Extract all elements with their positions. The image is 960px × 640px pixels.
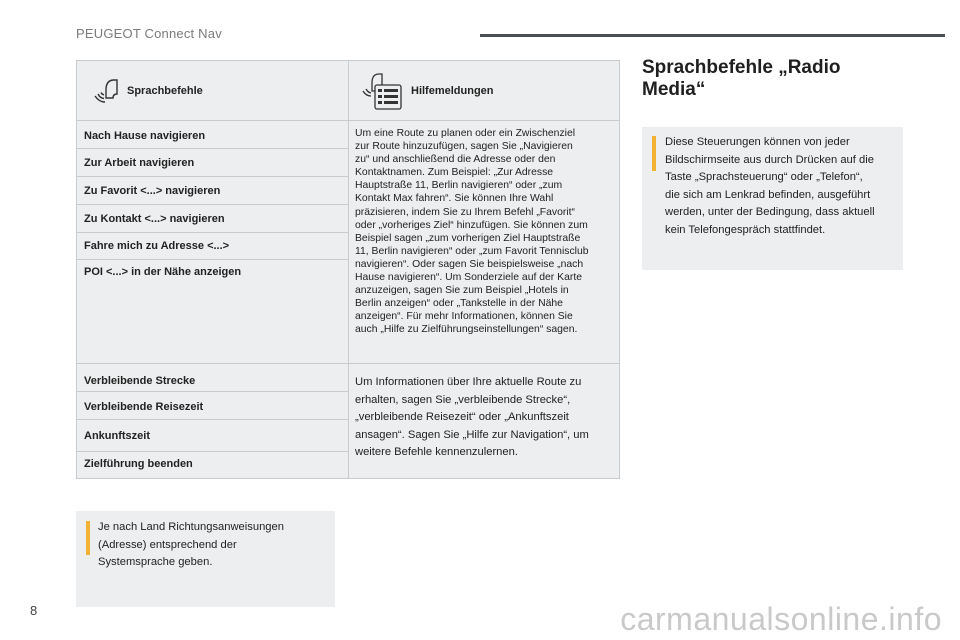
help-line: ansagen“. Sagen Sie „Hilfe zur Navigation“, um	[355, 428, 589, 441]
note-line: Je nach Land Richtungsanweisungen	[98, 521, 284, 533]
help-line: zur Route hinzuzufügen, sagen Sie „Navigieren	[355, 141, 573, 153]
command-label: Ankunftszeit	[84, 430, 150, 442]
command-label: Verbleibende Reisezeit	[84, 401, 204, 413]
command-label: Zu Favorit <...> navigieren	[84, 185, 221, 197]
table-row	[77, 121, 348, 149]
table-row	[77, 364, 348, 392]
note-line: die sich am Lenkrad befinden, ausgeführt	[665, 188, 871, 201]
note-line: Diese Steuerungen können von jeder	[665, 136, 850, 148]
command-label: Zu Kontakt <...> navigieren	[84, 213, 225, 225]
table-row	[77, 149, 348, 177]
help-line: „verbleibende Reisezeit“ oder „Ankunftszeit	[355, 411, 569, 424]
help-line: Berlin anzeigen“ oder „Tankstelle in der Nähe	[355, 298, 563, 310]
help-message-icon	[361, 71, 405, 111]
help-line: auch „Hilfe zu Zielführungseinstellungen“ sagen.	[355, 324, 578, 336]
command-label: Nach Hause navigieren	[84, 130, 206, 142]
info-note-accent	[86, 521, 90, 555]
note-line: werden, unter der Bedingung, dass aktuell	[665, 206, 875, 219]
help-message-route-info	[355, 374, 613, 462]
help-line: Kontakt Max fahren“. Sie können Ihre Wahl	[355, 193, 554, 205]
help-line: Kontaktnamen. Zum Beispiel: „Zur Adresse	[355, 167, 554, 179]
section-title-line: Sprachbefehle „Radio	[642, 57, 841, 78]
help-line: zu“ und anschließend die Adresse oder den	[355, 154, 556, 166]
help-line: 11, Berlin navigieren“ oder „zum Favorit Tennisclub	[355, 245, 589, 257]
help-line: anzuzeigen, sagen Sie zum Beispiel „Hotels in	[355, 285, 569, 297]
command-label: Fahre mich zu Adresse <...>	[84, 240, 230, 252]
help-line: Um eine Route zu planen oder ein Zwischenziel	[355, 128, 576, 139]
help-line: Hauptstraße 11, Berlin navigieren“ oder „zum	[355, 180, 563, 192]
help-line: Beispiel sagen „zum vorherigen Ziel Hauptstraße	[355, 232, 581, 244]
note-line: (Adresse) entsprechend der	[98, 538, 237, 551]
page-number: 8	[30, 603, 38, 618]
help-line: oder „vorheriges Ziel“ hinzufügen. Sie können zum	[355, 219, 588, 231]
help-message-navigation	[355, 127, 613, 337]
table-row	[77, 452, 348, 478]
help-line: anzeigen“. Für mehr Informationen, können Sie	[355, 311, 573, 323]
running-header: PEUGEOT Connect Nav	[76, 26, 222, 41]
command-label: Zielführung beenden	[84, 458, 193, 470]
voice-command-table	[76, 60, 620, 479]
info-note-accent	[652, 136, 656, 171]
command-label: Zur Arbeit navigieren	[84, 157, 195, 169]
section-title-line: Media“	[642, 79, 706, 100]
column-header-commands-label: Sprachbefehle	[127, 84, 203, 97]
note-line: Bildschirmseite aus durch Drücken auf die	[665, 153, 874, 166]
column-divider	[348, 61, 349, 478]
command-label: POI <...> in der Nähe anzeigen	[84, 266, 242, 278]
section-title	[642, 57, 932, 101]
info-note-left-text	[98, 519, 284, 572]
help-line: Um Informationen über Ihre aktuelle Route zu	[355, 376, 582, 388]
note-line: kein Telefongespräch stattfindet.	[665, 223, 826, 236]
column-header-help	[361, 61, 611, 120]
help-line: Hause navigieren“. Um Sonderziele auf der Karte	[355, 272, 582, 284]
table-row	[77, 233, 348, 260]
header-rule	[480, 34, 945, 37]
table-row	[77, 177, 348, 205]
note-line: Systemsprache geben.	[98, 556, 213, 569]
table-row	[77, 420, 348, 452]
watermark: carmanualsonline.info	[620, 601, 942, 637]
info-note-right-text	[665, 134, 875, 240]
command-label: Verbleibende Strecke	[84, 375, 196, 387]
help-line: erhalten, sagen Sie „verbleibende Strecke“,	[355, 393, 571, 406]
help-line: weitere Befehle kennenzulernen.	[355, 446, 518, 459]
table-row	[77, 205, 348, 233]
help-line: präzisieren, indem Sie zu Ihrem Befehl „Favorit“	[355, 206, 576, 218]
help-line: navigieren“. Oder sagen Sie beispielsweise „nach	[355, 258, 584, 270]
note-line: Taste „Sprachsteuerung“ oder „Telefon“,	[665, 171, 863, 184]
voice-icon	[91, 76, 121, 106]
table-row	[77, 260, 348, 359]
column-header-help-label: Hilfemeldungen	[411, 84, 494, 97]
column-header-commands	[91, 61, 341, 120]
table-row	[77, 392, 348, 420]
